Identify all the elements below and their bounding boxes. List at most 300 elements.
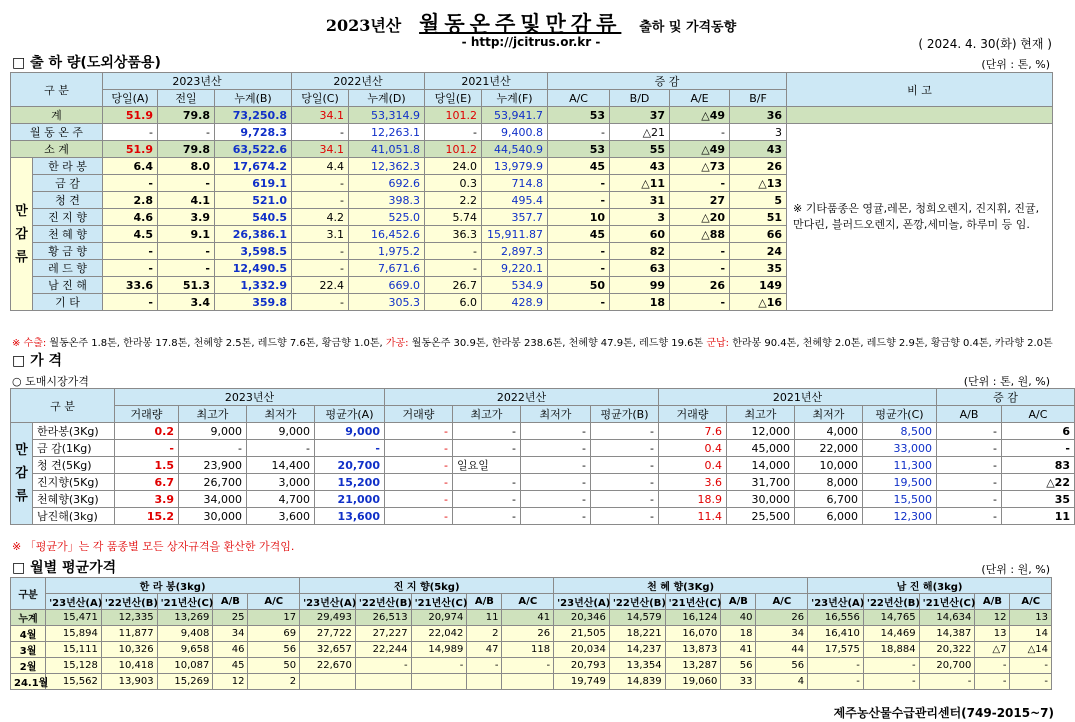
- value-cell: 26,700: [179, 474, 247, 491]
- value-cell: 36.3: [425, 226, 482, 243]
- header-col: 거래량: [659, 406, 727, 423]
- value-cell: 51.9: [103, 107, 158, 124]
- value-cell: 13,354: [609, 658, 665, 674]
- value-cell: 34,000: [179, 491, 247, 508]
- table-row: [11, 423, 1075, 440]
- header-col: '23년산(A): [554, 594, 610, 610]
- row-label: 한 라 봉: [33, 158, 103, 175]
- mangam-group-label: 만 감 류: [11, 158, 33, 311]
- value-cell: -: [103, 294, 158, 311]
- value-cell: 14,579: [609, 610, 665, 626]
- value-cell: 41: [502, 610, 554, 626]
- value-cell: 69: [248, 626, 300, 642]
- value-cell: 6,700: [795, 491, 863, 508]
- value-cell: -: [808, 658, 864, 674]
- value-cell: -: [1002, 440, 1075, 457]
- title-sub: 출하 및 가격동향: [639, 20, 737, 35]
- value-cell: 20,700: [315, 457, 385, 474]
- value-cell: 32,657: [300, 642, 356, 658]
- table-row: [11, 457, 1075, 474]
- header-col: 전일: [158, 90, 215, 107]
- value-cell: -: [502, 658, 554, 674]
- value-cell: 4: [756, 674, 808, 690]
- value-cell: 63,522.6: [215, 141, 292, 158]
- value-cell: -: [247, 440, 315, 457]
- value-cell: -: [467, 658, 502, 674]
- table-row: [11, 440, 1075, 457]
- value-cell: 18.9: [659, 491, 727, 508]
- price-table: [10, 388, 1075, 525]
- header-col: 최고가: [727, 406, 795, 423]
- value-cell: 22.4: [292, 277, 349, 294]
- value-cell: 31: [610, 192, 670, 209]
- value-cell: 2: [467, 626, 502, 642]
- value-cell: 12,362.3: [349, 158, 425, 175]
- value-cell: -: [292, 243, 349, 260]
- value-cell: 29,493: [300, 610, 356, 626]
- footer-center: 제주농산물수급관리센터(749-2015~7): [833, 706, 1054, 720]
- value-cell: 13,903: [101, 674, 157, 690]
- header-year: 2021년산: [425, 73, 548, 90]
- value-cell: 2.2: [425, 192, 482, 209]
- header-col: '21년산(C): [665, 594, 721, 610]
- row-label: 계: [11, 107, 103, 124]
- value-cell: 16,124: [665, 610, 721, 626]
- header-col: 최고가: [179, 406, 247, 423]
- export-label: ※ 수출:: [12, 338, 47, 349]
- value-cell: △21: [610, 124, 670, 141]
- value-cell: 43: [610, 158, 670, 175]
- value-cell: -: [521, 440, 591, 457]
- value-cell: [502, 674, 554, 690]
- header-col: '21년산(C): [157, 594, 213, 610]
- value-cell: -: [385, 474, 453, 491]
- value-cell: -: [548, 260, 610, 277]
- value-cell: 20,034: [554, 642, 610, 658]
- value-cell: -: [453, 491, 521, 508]
- value-cell: -: [385, 491, 453, 508]
- value-cell: 34: [756, 626, 808, 642]
- value-cell: 6: [1002, 423, 1075, 440]
- value-cell: 305.3: [349, 294, 425, 311]
- value-cell: -: [670, 175, 730, 192]
- site-url[interactable]: - http://jcitrus.or.kr -: [461, 35, 601, 49]
- value-cell: 9,400.8: [482, 124, 548, 141]
- header-col: 당일(A): [103, 90, 158, 107]
- value-cell: 14,387: [919, 626, 975, 642]
- value-cell: 44: [756, 642, 808, 658]
- value-cell: 26,513: [355, 610, 411, 626]
- header-col: 거래량: [115, 406, 179, 423]
- value-cell: 6.0: [425, 294, 482, 311]
- value-cell: 13,287: [665, 658, 721, 674]
- value-cell: 10,418: [101, 658, 157, 674]
- value-cell: 45: [548, 226, 610, 243]
- value-cell: -: [385, 440, 453, 457]
- header-col: '22년산(B): [355, 594, 411, 610]
- value-cell: 8.0: [158, 158, 215, 175]
- value-cell: -: [937, 474, 1002, 491]
- header-year: 2021년산: [659, 389, 937, 406]
- export-text: 월동온주 1.8톤, 한라봉 17.8톤, 천혜향 2.5톤, 레드향 7.6톤, 황금향 1.0톤,: [46, 338, 386, 349]
- value-cell: 33,000: [863, 440, 937, 457]
- value-cell: 18: [610, 294, 670, 311]
- value-cell: -: [453, 423, 521, 440]
- value-cell: 8,500: [863, 423, 937, 440]
- value-cell: 10,087: [157, 658, 213, 674]
- value-cell: 20,700: [919, 658, 975, 674]
- value-cell: 56: [721, 658, 756, 674]
- value-cell: 619.1: [215, 175, 292, 192]
- value-cell: 15,471: [46, 610, 102, 626]
- value-cell: -: [103, 124, 158, 141]
- value-cell: 41,051.8: [349, 141, 425, 158]
- header-group: 천 혜 향(3Kg): [554, 578, 808, 594]
- value-cell: -: [548, 294, 610, 311]
- value-cell: 12,490.5: [215, 260, 292, 277]
- value-cell: 일요일: [453, 457, 521, 474]
- value-cell: 692.6: [349, 175, 425, 192]
- value-cell: 47: [467, 642, 502, 658]
- value-cell: 101.2: [425, 141, 482, 158]
- remark-cell: ※ 기타품종은 영귤,레몬, 청희오렌지, 진지휘, 진귤, 만다린, 블러드오렌지, 폰깡,세미놀, 하루미 등 임.: [787, 124, 1053, 311]
- value-cell: 18,221: [609, 626, 665, 642]
- value-cell: -: [548, 124, 610, 141]
- header-col: 누계(D): [349, 90, 425, 107]
- row-label: 청 견: [33, 192, 103, 209]
- value-cell: 63: [610, 260, 670, 277]
- value-cell: -: [385, 508, 453, 525]
- value-cell: 13,873: [665, 642, 721, 658]
- value-cell: -: [1010, 674, 1052, 690]
- value-cell: 14,765: [863, 610, 919, 626]
- value-cell: 27,722: [300, 626, 356, 642]
- value-cell: 9,408: [157, 626, 213, 642]
- value-cell: 3,598.5: [215, 243, 292, 260]
- value-cell: 11,300: [863, 457, 937, 474]
- value-cell: 4,700: [247, 491, 315, 508]
- value-cell: 534.9: [482, 277, 548, 294]
- value-cell: △88: [670, 226, 730, 243]
- header-group: 한 라 봉(3kg): [46, 578, 300, 594]
- header-col: A/C: [1010, 594, 1052, 610]
- value-cell: -: [355, 658, 411, 674]
- value-cell: 3,000: [247, 474, 315, 491]
- value-cell: -: [937, 491, 1002, 508]
- value-cell: 0.4: [659, 440, 727, 457]
- processing-text: 월동온주 30.9톤, 한라봉 238.6톤, 천혜향 47.9톤, 레드향 19.6톤: [408, 338, 707, 349]
- value-cell: 12: [213, 674, 248, 690]
- value-cell: 3: [730, 124, 787, 141]
- header-col: '21년산(C): [411, 594, 467, 610]
- row-label: 4월: [11, 626, 46, 642]
- header-year: 2022년산: [385, 389, 659, 406]
- remark-empty: [787, 107, 1053, 124]
- value-cell: -: [975, 674, 1010, 690]
- value-cell: 60: [610, 226, 670, 243]
- value-cell: 17,674.2: [215, 158, 292, 175]
- value-cell: 15,894: [46, 626, 102, 642]
- value-cell: 495.4: [482, 192, 548, 209]
- value-cell: 16,452.6: [349, 226, 425, 243]
- value-cell: -: [521, 423, 591, 440]
- value-cell: 12,300: [863, 508, 937, 525]
- value-cell: -: [158, 260, 215, 277]
- value-cell: -: [863, 674, 919, 690]
- value-cell: △11: [610, 175, 670, 192]
- value-cell: 15,562: [46, 674, 102, 690]
- value-cell: -: [591, 491, 659, 508]
- value-cell: 14,989: [411, 642, 467, 658]
- value-cell: 43: [730, 141, 787, 158]
- value-cell: 10,326: [101, 642, 157, 658]
- header-group: 진 지 향(5kg): [300, 578, 554, 594]
- value-cell: 4.4: [292, 158, 349, 175]
- title-year: 2023년산: [325, 16, 402, 35]
- value-cell: -: [937, 440, 1002, 457]
- table-row: [11, 474, 1075, 491]
- value-cell: -: [158, 175, 215, 192]
- value-cell: 3.9: [158, 209, 215, 226]
- header-col: 최저가: [247, 406, 315, 423]
- row-label: 월 동 온 주: [11, 124, 103, 141]
- value-cell: 9.1: [158, 226, 215, 243]
- value-cell: 31,700: [727, 474, 795, 491]
- value-cell: 19,060: [665, 674, 721, 690]
- value-cell: 11,877: [101, 626, 157, 642]
- value-cell: 41: [721, 642, 756, 658]
- value-cell: 12: [975, 610, 1010, 626]
- value-cell: 13,600: [315, 508, 385, 525]
- value-cell: 26: [670, 277, 730, 294]
- value-cell: -: [591, 474, 659, 491]
- price-footnote: ※ 「평균가」는 각 품종별 모든 상자규격을 환산한 가격임.: [12, 540, 295, 553]
- value-cell: 3,600: [247, 508, 315, 525]
- row-label: 진지향(5Kg): [33, 474, 115, 491]
- value-cell: 27,227: [355, 626, 411, 642]
- value-cell: 26: [730, 158, 787, 175]
- value-cell: -: [521, 474, 591, 491]
- value-cell: △14: [1010, 642, 1052, 658]
- value-cell: 11: [1002, 508, 1075, 525]
- header-col: B/F: [730, 90, 787, 107]
- value-cell: -: [670, 243, 730, 260]
- value-cell: -: [670, 124, 730, 141]
- value-cell: 24: [730, 243, 787, 260]
- value-cell: 4.6: [103, 209, 158, 226]
- section-price-subtitle: ○ 도매시장가격: [12, 375, 89, 388]
- value-cell: 525.0: [349, 209, 425, 226]
- table-row: [11, 658, 1052, 674]
- value-cell: -: [115, 440, 179, 457]
- value-cell: -: [425, 243, 482, 260]
- value-cell: -: [453, 440, 521, 457]
- value-cell: [467, 674, 502, 690]
- value-cell: 79.8: [158, 141, 215, 158]
- value-cell: -: [385, 423, 453, 440]
- value-cell: 14,839: [609, 674, 665, 690]
- value-cell: 45: [548, 158, 610, 175]
- value-cell: 25,500: [727, 508, 795, 525]
- row-label: 3월: [11, 642, 46, 658]
- header-year: 2022년산: [292, 73, 425, 90]
- value-cell: 10: [548, 209, 610, 226]
- value-cell: -: [591, 508, 659, 525]
- value-cell: 13,979.9: [482, 158, 548, 175]
- value-cell: 27: [670, 192, 730, 209]
- value-cell: 3: [610, 209, 670, 226]
- value-cell: -: [292, 294, 349, 311]
- header-col: 누계(F): [482, 90, 548, 107]
- value-cell: 51.3: [158, 277, 215, 294]
- value-cell: -: [521, 491, 591, 508]
- value-cell: 13,269: [157, 610, 213, 626]
- value-cell: 521.0: [215, 192, 292, 209]
- row-label: 금 감(1Kg): [33, 440, 115, 457]
- header-col: 최고가: [453, 406, 521, 423]
- value-cell: 22,244: [355, 642, 411, 658]
- value-cell: 22,000: [795, 440, 863, 457]
- value-cell: 12,263.1: [349, 124, 425, 141]
- value-cell: 26: [756, 610, 808, 626]
- value-cell: 0.2: [115, 423, 179, 440]
- value-cell: △16: [730, 294, 787, 311]
- value-cell: 37: [610, 107, 670, 124]
- value-cell: 398.3: [349, 192, 425, 209]
- value-cell: 7.6: [659, 423, 727, 440]
- value-cell: -: [315, 440, 385, 457]
- table-row: [11, 124, 1053, 141]
- value-cell: 14: [1010, 626, 1052, 642]
- value-cell: 15,111: [46, 642, 102, 658]
- value-cell: 669.0: [349, 277, 425, 294]
- value-cell: 35: [1002, 491, 1075, 508]
- value-cell: -: [670, 260, 730, 277]
- header-year: 2023년산: [103, 73, 292, 90]
- header-col: A/B: [975, 594, 1010, 610]
- header-gubun: 구분: [11, 578, 46, 610]
- header-col: A/C: [502, 594, 554, 610]
- table-row: [11, 491, 1075, 508]
- value-cell: △13: [730, 175, 787, 192]
- value-cell: 12,335: [101, 610, 157, 626]
- value-cell: 40: [721, 610, 756, 626]
- row-label: 천혜향(3Kg): [33, 491, 115, 508]
- value-cell: 18: [721, 626, 756, 642]
- value-cell: 99: [610, 277, 670, 294]
- header-change: 증 감: [937, 389, 1075, 406]
- value-cell: -: [158, 243, 215, 260]
- value-cell: -: [292, 124, 349, 141]
- header-col: '22년산(B): [101, 594, 157, 610]
- value-cell: 53: [548, 107, 610, 124]
- value-cell: 2: [248, 674, 300, 690]
- value-cell: 35: [730, 260, 787, 277]
- value-cell: 53,314.9: [349, 107, 425, 124]
- value-cell: 1.5: [115, 457, 179, 474]
- value-cell: 26,386.1: [215, 226, 292, 243]
- value-cell: 56: [248, 642, 300, 658]
- table-row: [11, 642, 1052, 658]
- value-cell: -: [937, 423, 1002, 440]
- value-cell: -: [937, 457, 1002, 474]
- header-col: '23년산(A): [46, 594, 102, 610]
- report-date: ( 2024. 4. 30(화) 현재 ): [918, 37, 1052, 51]
- value-cell: [411, 674, 467, 690]
- header-col: '22년산(B): [609, 594, 665, 610]
- value-cell: 15,269: [157, 674, 213, 690]
- row-label: 한라봉(3Kg): [33, 423, 115, 440]
- value-cell: 23,900: [179, 457, 247, 474]
- value-cell: 79.8: [158, 107, 215, 124]
- section-shipment-title: □ 출 하 량(도외상품용): [12, 55, 161, 71]
- value-cell: 22,042: [411, 626, 467, 642]
- section-price-unit: (단위 : 톤, 원, %): [963, 375, 1050, 388]
- value-cell: -: [591, 440, 659, 457]
- value-cell: 25: [213, 610, 248, 626]
- value-cell: -: [1010, 658, 1052, 674]
- value-cell: 33: [721, 674, 756, 690]
- value-cell: △49: [670, 141, 730, 158]
- row-label: 2월: [11, 658, 46, 674]
- value-cell: 45,000: [727, 440, 795, 457]
- table-row: [11, 674, 1052, 690]
- value-cell: 36: [730, 107, 787, 124]
- value-cell: 11: [467, 610, 502, 626]
- value-cell: 6.7: [115, 474, 179, 491]
- value-cell: 21,505: [554, 626, 610, 642]
- value-cell: 26: [502, 626, 554, 642]
- value-cell: 9,220.1: [482, 260, 548, 277]
- value-cell: 50: [548, 277, 610, 294]
- value-cell: 149: [730, 277, 787, 294]
- value-cell: -: [919, 674, 975, 690]
- value-cell: -: [179, 440, 247, 457]
- value-cell: -: [591, 457, 659, 474]
- header-col: 당일(C): [292, 90, 349, 107]
- value-cell: 46: [213, 642, 248, 658]
- value-cell: 0.4: [659, 457, 727, 474]
- value-cell: 11.4: [659, 508, 727, 525]
- value-cell: 15,911.87: [482, 226, 548, 243]
- value-cell: 4,000: [795, 423, 863, 440]
- value-cell: -: [548, 243, 610, 260]
- row-label: 기 타: [33, 294, 103, 311]
- value-cell: -: [975, 658, 1010, 674]
- value-cell: 0.3: [425, 175, 482, 192]
- row-label: 황 금 향: [33, 243, 103, 260]
- row-label: 금 감: [33, 175, 103, 192]
- header-note: 비 고: [787, 73, 1053, 107]
- row-label: 소 계: [11, 141, 103, 158]
- value-cell: -: [103, 243, 158, 260]
- value-cell: 10,000: [795, 457, 863, 474]
- value-cell: 9,000: [247, 423, 315, 440]
- value-cell: 3.6: [659, 474, 727, 491]
- row-label: 레 드 향: [33, 260, 103, 277]
- table-row: [11, 107, 1053, 124]
- value-cell: -: [425, 124, 482, 141]
- header-col: A/C: [548, 90, 610, 107]
- value-cell: 9,000: [179, 423, 247, 440]
- value-cell: 12,000: [727, 423, 795, 440]
- value-cell: 50: [248, 658, 300, 674]
- value-cell: -: [103, 175, 158, 192]
- header-col: 당일(E): [425, 90, 482, 107]
- value-cell: -: [670, 294, 730, 311]
- value-cell: △22: [1002, 474, 1075, 491]
- value-cell: 16,070: [665, 626, 721, 642]
